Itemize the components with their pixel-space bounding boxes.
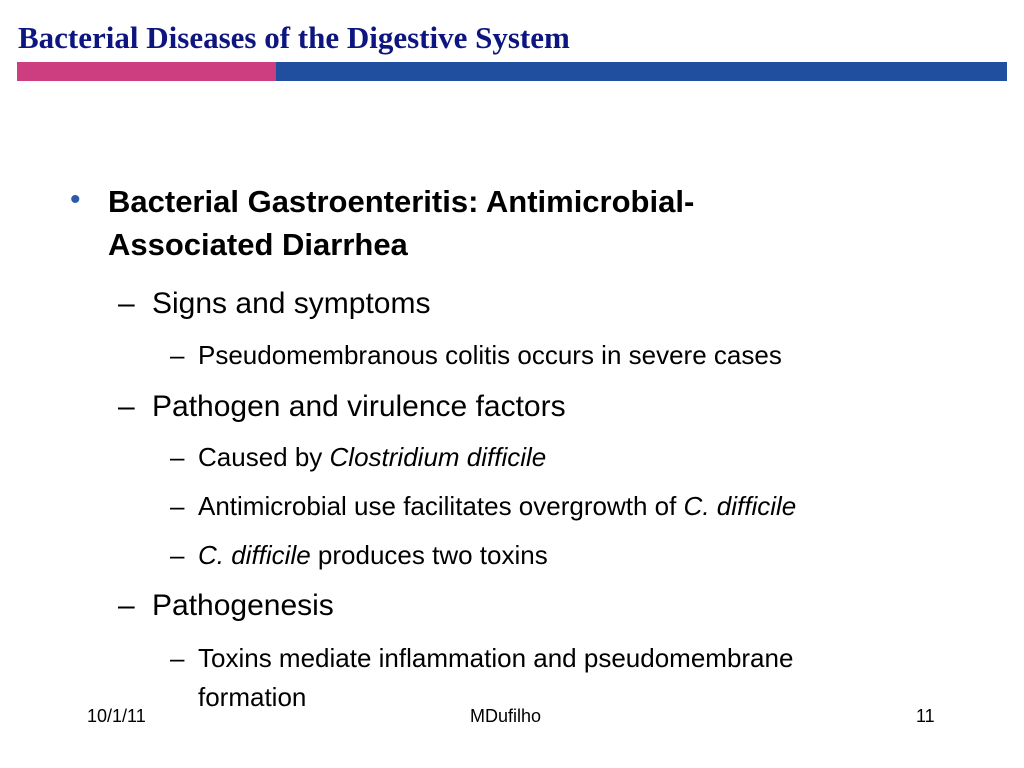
main-heading-line-1: Bacterial Gastroenteritis: Antimicrobial- — [108, 184, 695, 219]
footer-date: 10/1/11 — [87, 706, 146, 726]
main-heading — [108, 180, 908, 266]
dash-icon: – — [170, 540, 185, 570]
item-signs-1 — [170, 336, 782, 374]
dash-icon: – — [170, 643, 185, 673]
bullet-icon: • — [70, 183, 81, 216]
subheading-pathogen-text: Pathogen and virulence factors — [152, 390, 566, 423]
dash-icon: – — [118, 589, 135, 622]
slide-title: Bacterial Diseases of the Digestive System — [18, 20, 570, 55]
dash-icon: – — [170, 442, 185, 472]
subheading-pathogen — [118, 390, 566, 424]
subheading-pathogenesis — [118, 589, 334, 623]
item-pathogenesis-1-continuation: formation — [198, 682, 307, 712]
item-pathogen-3-text: produces two toxins — [310, 540, 548, 570]
item-pathogen-1-species: Clostridium difficile — [329, 442, 547, 472]
item-pathogen-2 — [170, 487, 796, 525]
item-pathogen-3-species: C. difficile — [198, 540, 311, 570]
item-pathogen-1 — [170, 438, 546, 476]
main-heading-line-2: Associated Diarrhea — [108, 227, 408, 262]
item-pathogen-2-species: C. difficile — [683, 491, 797, 521]
dash-icon: – — [118, 287, 135, 320]
item-signs-1-text: Pseudomembranous colitis occurs in severe cases — [198, 340, 782, 370]
title-rule-blue — [276, 62, 1007, 81]
item-pathogen-3 — [170, 536, 548, 574]
subheading-signs-text: Signs and symptoms — [152, 287, 431, 320]
item-pathogenesis-1 — [170, 639, 793, 677]
subheading-signs — [118, 287, 430, 321]
title-rule-pink — [17, 62, 276, 81]
item-pathogen-2-text: Antimicrobial use facilitates overgrowth of — [198, 491, 684, 521]
item-pathogenesis-1-text: Toxins mediate inflammation and pseudomembrane — [198, 643, 794, 673]
dash-icon: – — [170, 491, 185, 521]
dash-icon: – — [118, 390, 135, 423]
subheading-pathogenesis-text: Pathogenesis — [152, 589, 334, 622]
dash-icon: – — [170, 340, 185, 370]
footer-page-number: 11 — [916, 706, 935, 726]
footer-author: MDufilho — [470, 706, 542, 726]
item-pathogen-1-text: Caused by — [198, 442, 330, 472]
